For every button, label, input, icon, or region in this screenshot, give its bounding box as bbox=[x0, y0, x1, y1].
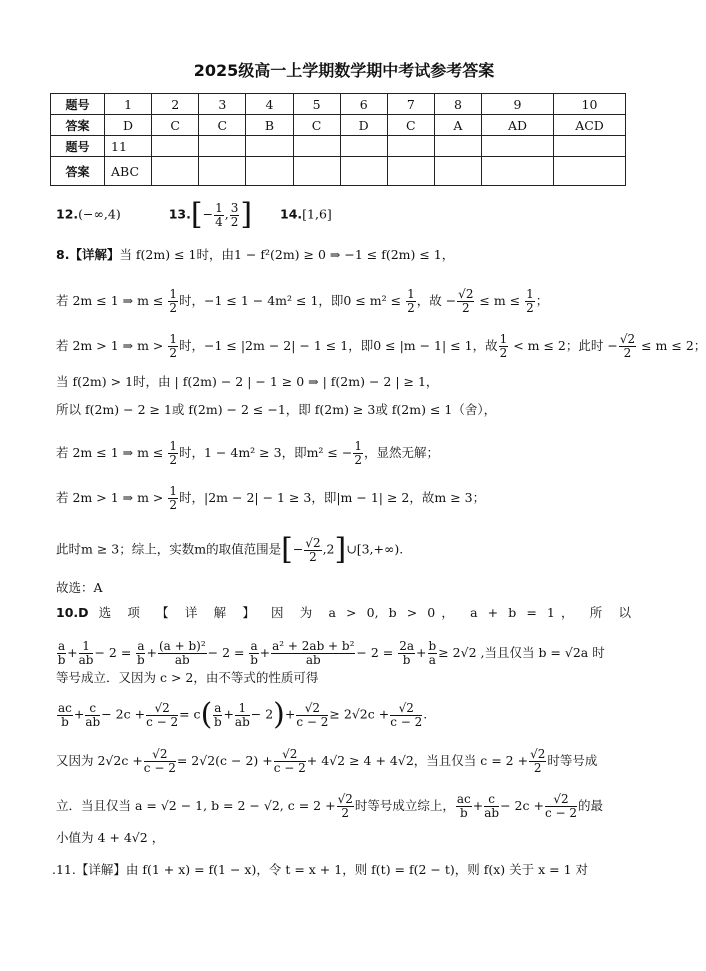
fraction bbox=[499, 333, 509, 360]
empty-cell bbox=[554, 136, 626, 157]
denominator: ab bbox=[234, 714, 250, 729]
right-bracket-icon: ] bbox=[240, 197, 253, 232]
answer-cell: C bbox=[152, 115, 199, 136]
fraction bbox=[337, 793, 354, 820]
table-header-cell: 题号 bbox=[51, 136, 105, 157]
q12-label: 12. bbox=[56, 206, 79, 222]
numerator: a bbox=[58, 639, 66, 653]
denominator: b bbox=[57, 653, 66, 667]
math-text: 时等号成 bbox=[547, 753, 598, 768]
math-text: 时，−1 ≤ 1 − 4m² ≤ 1，即0 ≤ m² ≤ bbox=[179, 293, 406, 308]
empty-cell bbox=[340, 157, 387, 186]
question-number-cell: 1 bbox=[105, 94, 152, 115]
empty-cell bbox=[387, 136, 434, 157]
answer-cell: ACD bbox=[554, 115, 626, 136]
numerator: √2 bbox=[545, 793, 577, 807]
answer-cell: B bbox=[246, 115, 293, 136]
numerator: √2 bbox=[530, 747, 546, 761]
math-text: 解 bbox=[213, 605, 233, 620]
right-paren-icon: ) bbox=[273, 697, 285, 732]
answer-cell: AD bbox=[482, 115, 554, 136]
numerator: c bbox=[85, 702, 100, 716]
math-text: + 4√2 ≥ 4 + 4√2，当且仅当 c = 2 + bbox=[306, 753, 529, 768]
math-text: 因 bbox=[271, 605, 290, 620]
q10-line-5 bbox=[56, 748, 597, 775]
fraction bbox=[136, 640, 145, 667]
answer-cell: C bbox=[293, 115, 340, 136]
fraction bbox=[168, 440, 178, 467]
q8-line-3 bbox=[56, 333, 706, 360]
math-text: a + b = 1， bbox=[470, 605, 580, 620]
answer-cell: A bbox=[434, 115, 481, 136]
question-number-cell: 5 bbox=[293, 94, 340, 115]
numerator: 1 bbox=[526, 287, 534, 301]
table-row bbox=[51, 94, 626, 115]
denominator: b bbox=[402, 653, 411, 667]
denominator: ab bbox=[85, 714, 101, 729]
empty-cell bbox=[434, 136, 481, 157]
table-row bbox=[51, 157, 626, 186]
fraction bbox=[146, 702, 178, 729]
fraction bbox=[304, 537, 321, 564]
math-text: 若 2m > 1 ⇒ m > bbox=[56, 490, 168, 505]
q13-fraction-1 bbox=[214, 202, 224, 229]
numerator: √2 bbox=[274, 748, 306, 762]
math-text: 以 bbox=[618, 605, 631, 620]
answer-cell: ABC bbox=[105, 157, 152, 186]
denominator: a bbox=[428, 653, 436, 667]
answer-table bbox=[50, 93, 626, 186]
q10-line-3: 等号成立．又因为 c > 2，由不等式的性质可得 bbox=[56, 670, 319, 685]
numerator: a bbox=[250, 639, 258, 653]
math-text: ≥ 2√2c + bbox=[329, 706, 390, 722]
question-number-cell: 11 bbox=[105, 136, 152, 157]
numerator: ac bbox=[456, 792, 471, 806]
q14-answer: [1,6] bbox=[302, 206, 332, 222]
numerator: b bbox=[428, 639, 437, 653]
denominator: 2 bbox=[169, 498, 177, 512]
numerator: 1 bbox=[169, 332, 177, 346]
fraction bbox=[428, 640, 438, 667]
denominator: 2 bbox=[169, 453, 177, 467]
q8-line-5: 所以 f(2m) − 2 ≥ 1或 f(2m) − 2 ≤ −1，即 f(2m) ≥ 3或 f(2m) ≤ 1（舍）， bbox=[56, 402, 497, 417]
math-text: 若 2m ≤ 1 ⇒ m ≤ bbox=[56, 293, 168, 308]
numerator: (a + b)² bbox=[158, 639, 206, 653]
question-number-cell: 2 bbox=[152, 94, 199, 115]
math-text: 为 bbox=[299, 605, 319, 620]
denominator: 2 bbox=[407, 301, 415, 315]
q10-line-1 bbox=[56, 603, 631, 623]
left-bracket-icon: [ bbox=[190, 197, 203, 232]
denominator: b bbox=[137, 653, 145, 667]
math-text: − bbox=[292, 541, 304, 557]
fraction bbox=[271, 640, 355, 667]
q13-label: 13. bbox=[168, 206, 191, 222]
denominator: 2 bbox=[230, 214, 239, 229]
math-text: ∪[3,+∞). bbox=[346, 541, 404, 557]
math-text: 项 bbox=[127, 605, 146, 620]
answer-cell: D bbox=[340, 115, 387, 136]
denominator: ab bbox=[174, 653, 190, 667]
math-text: ≥ 2√2 ,当且仅当 b = √2a 时 bbox=[438, 645, 605, 660]
denominator: 2 bbox=[341, 806, 350, 820]
q8-line-6 bbox=[56, 440, 439, 467]
denominator: 2 bbox=[623, 346, 632, 360]
q8-line-8 bbox=[56, 532, 404, 567]
empty-cell bbox=[387, 157, 434, 186]
math-text: ，显然无解； bbox=[363, 445, 439, 460]
q12-answer: (−∞,4) bbox=[78, 206, 121, 222]
fill-in-answers bbox=[56, 197, 332, 232]
fraction bbox=[168, 333, 178, 360]
math-text: 又因为 2√2c + bbox=[56, 753, 143, 768]
math-text: 详 bbox=[184, 605, 204, 620]
answer-cell: C bbox=[387, 115, 434, 136]
q10-line-7: 小值为 4 + 4√2 ， bbox=[56, 830, 165, 845]
denominator: c − 2 bbox=[390, 714, 423, 729]
denominator: b bbox=[61, 714, 69, 729]
fraction bbox=[390, 702, 422, 729]
numerator: a bbox=[214, 700, 222, 715]
numerator: √2 bbox=[619, 332, 636, 346]
math-text: 时，−1 ≤ |2m − 2| − 1 ≤ 1，即0 ≤ |m − 1| ≤ 1，故 bbox=[179, 338, 498, 353]
fraction bbox=[484, 793, 499, 820]
denominator: c − 2 bbox=[143, 761, 176, 775]
q13-comma: , bbox=[224, 206, 229, 222]
table-header-cell: 答案 bbox=[51, 115, 105, 136]
math-text: 若 2m ≤ 1 ⇒ m ≤ bbox=[56, 445, 168, 460]
empty-cell bbox=[554, 157, 626, 186]
numerator: 1 bbox=[354, 439, 362, 453]
numerator: √2 bbox=[146, 702, 178, 716]
numerator: 2a bbox=[399, 639, 415, 653]
math-text: 时等号成立综上， bbox=[354, 798, 455, 813]
numerator: √2 bbox=[144, 748, 176, 762]
fraction bbox=[525, 288, 535, 315]
denominator: 2 bbox=[461, 301, 470, 315]
math-text: 时，1 − 4m² ≥ 3，即m² ≤ − bbox=[179, 445, 353, 460]
fraction bbox=[79, 640, 94, 667]
fraction bbox=[406, 288, 416, 315]
denominator: 2 bbox=[526, 301, 534, 315]
denominator: c − 2 bbox=[273, 761, 306, 775]
fraction bbox=[529, 748, 546, 775]
math-text: ,2 bbox=[322, 541, 335, 557]
fraction bbox=[168, 485, 178, 512]
denominator: b bbox=[250, 653, 258, 667]
math-text: 立．当且仅当 a = √2 − 1, b = 2 − √2, c = 2 + bbox=[56, 798, 336, 813]
denominator: 2 bbox=[169, 301, 177, 315]
denominator: c − 2 bbox=[146, 714, 179, 729]
empty-cell bbox=[340, 136, 387, 157]
fraction bbox=[398, 640, 415, 667]
table-header-cell: 答案 bbox=[51, 157, 105, 186]
q10-line-2: $\frac{a}{b}$ + $\frac{1}{ab}$ − 2 = $\frac{a}{b}$ + $\frac{\text{(a + b)²}}{ab}$ − 2 = $\frac{a}{b}$ + $\frac{\text{a² + 2ab + b²}}{ab}$ − 2 = $\frac{2a}{b}$ + $\frac{b}{a}$ ≥ 2√2 ,当且仅当 b = √2a 时 bbox=[57, 639, 605, 667]
denominator: 2 bbox=[309, 549, 317, 564]
table-header-cell: 题号 bbox=[51, 94, 105, 115]
numerator: 1 bbox=[407, 287, 415, 301]
empty-cell bbox=[482, 157, 554, 186]
fraction bbox=[85, 702, 100, 729]
left-paren-icon: ( bbox=[200, 697, 213, 732]
q8-line-4: 当 f(2m) > 1时，由 | f(2m) − 2 | − 1 ≥ 0 ⇒ | f(2m) − 2 | ≥ 1， bbox=[56, 374, 439, 389]
denominator: 2 bbox=[354, 453, 362, 467]
denominator: 4 bbox=[215, 214, 223, 229]
numerator: ac bbox=[58, 700, 72, 715]
empty-cell bbox=[482, 136, 554, 157]
denominator: 2 bbox=[533, 761, 542, 775]
math-text: ≤ m ≤ bbox=[475, 293, 525, 308]
q13-minus: − bbox=[202, 206, 214, 222]
math-text: 【 bbox=[156, 605, 175, 620]
answer-cell: D bbox=[105, 115, 152, 136]
numerator: √2 bbox=[458, 287, 474, 301]
fraction bbox=[158, 640, 207, 667]
left-bracket-icon: [ bbox=[281, 532, 293, 567]
numerator: 1 bbox=[215, 200, 223, 215]
fraction bbox=[213, 702, 222, 729]
q10-line-4: $\frac{ac}{b}$ + $\frac{c}{ab}$ − 2c + $\frac{√2}{c - 2}$ = c( $\frac{a}{b}$ + $\frac{1}{ab}$ − 2)+ $\frac{√2}{c - 2}$ ≥ 2√2c + $\frac{√2}{c - 2}$ . bbox=[58, 697, 428, 732]
denominator: ab bbox=[78, 653, 94, 667]
empty-cell bbox=[199, 136, 246, 157]
numerator: 1 bbox=[169, 439, 177, 453]
q13-fraction-2 bbox=[230, 202, 240, 229]
fraction bbox=[168, 288, 178, 315]
math-text: a > 0, b > 0， bbox=[328, 605, 461, 620]
q8-label: 8.【详解】 bbox=[56, 247, 120, 262]
math-text: ≤ m ≤ 2； bbox=[637, 338, 706, 353]
fraction bbox=[296, 702, 328, 729]
table-row bbox=[51, 115, 626, 136]
numerator: 1 bbox=[499, 332, 508, 346]
denominator: c − 2 bbox=[544, 806, 577, 820]
math-text: = 2√2(c − 2) + bbox=[176, 753, 273, 768]
math-text: 时，|2m − 2| − 1 ≥ 3，即|m − 1| ≥ 2，故m ≥ 3； bbox=[179, 490, 486, 505]
q8-text: 当 f(2m) ≤ 1时，由1 − f²(2m) ≥ 0 ⇒ −1 ≤ f(2m) ≤ 1， bbox=[119, 247, 455, 262]
numerator: √2 bbox=[296, 702, 328, 716]
denominator: ab bbox=[484, 806, 500, 820]
math-text: 选 bbox=[98, 605, 118, 620]
document-title: 2025级高一上学期数学期中考试参考答案 bbox=[193, 61, 495, 80]
q11-line-1: .11.【详解】由 f(1 + x) = f(1 − x)，令 t = x + 1，则 f(t) = f(2 − t)，则 f(x) 关于 x = 1 对 bbox=[52, 862, 589, 877]
q10-line-6: 立．当且仅当 a = √2 − 1, b = 2 − √2, c = 2 + $\frac{√2}{2}$ 时等号成立综上， $\frac{ac}{b}$ + $\frac{c}{ab}$ − 2c + $\frac{√2}{c - 2}$ 的最 bbox=[56, 792, 603, 820]
right-bracket-icon: ] bbox=[334, 532, 347, 567]
denominator: b bbox=[214, 714, 222, 729]
empty-cell bbox=[152, 157, 199, 186]
denominator: b bbox=[459, 806, 468, 820]
question-number-cell: 6 bbox=[340, 94, 387, 115]
fraction bbox=[353, 440, 363, 467]
math-text: 此时m ≥ 3；综上，实数m的取值范围是 bbox=[56, 541, 282, 557]
math-text: < m ≤ 2；此时 − bbox=[509, 338, 618, 353]
fraction bbox=[57, 640, 66, 667]
fraction bbox=[456, 793, 472, 820]
question-number-cell: 8 bbox=[434, 94, 481, 115]
q8-line-9: 故选：A bbox=[56, 580, 103, 595]
math-text: ，故 − bbox=[416, 293, 457, 308]
empty-cell bbox=[199, 157, 246, 186]
numerator: 1 bbox=[79, 640, 94, 654]
numerator: c bbox=[484, 793, 499, 807]
fraction bbox=[274, 748, 306, 775]
math-text: 所 bbox=[589, 605, 609, 620]
fraction bbox=[249, 640, 258, 667]
fraction bbox=[57, 702, 73, 729]
numerator: √2 bbox=[337, 792, 353, 806]
fraction bbox=[619, 333, 636, 360]
answer-cell: C bbox=[199, 115, 246, 136]
question-number-cell: 3 bbox=[199, 94, 246, 115]
math-text: ； bbox=[535, 293, 549, 308]
q10-label: 10.D bbox=[56, 605, 89, 620]
math-text: 若 2m > 1 ⇒ m > bbox=[56, 338, 168, 353]
denominator: 2 bbox=[499, 346, 508, 360]
numerator: 1 bbox=[235, 702, 250, 716]
fraction bbox=[235, 702, 250, 729]
table-row bbox=[51, 136, 626, 157]
q8-line-2 bbox=[56, 288, 548, 315]
q14-label: 14. bbox=[280, 206, 303, 222]
fraction bbox=[545, 793, 577, 820]
empty-cell bbox=[246, 157, 293, 186]
numerator: 1 bbox=[169, 484, 177, 498]
numerator: √2 bbox=[305, 535, 321, 550]
q8-line-1 bbox=[56, 245, 454, 265]
q8-line-7 bbox=[56, 485, 485, 512]
empty-cell bbox=[293, 136, 340, 157]
math-text: 】 bbox=[242, 605, 261, 620]
empty-cell bbox=[152, 136, 199, 157]
question-number-cell: 10 bbox=[554, 94, 626, 115]
question-number-cell: 9 bbox=[482, 94, 554, 115]
fraction bbox=[457, 288, 474, 315]
numerator: √2 bbox=[390, 702, 422, 716]
denominator: ab bbox=[305, 653, 321, 667]
empty-cell bbox=[293, 157, 340, 186]
numerator: 3 bbox=[230, 200, 239, 215]
empty-cell bbox=[434, 157, 481, 186]
question-number-cell: 4 bbox=[246, 94, 293, 115]
math-text: 的最 bbox=[577, 798, 603, 813]
numerator: a² + 2ab + b² bbox=[272, 639, 355, 653]
question-number-cell: 7 bbox=[387, 94, 434, 115]
numerator: a bbox=[137, 639, 145, 653]
fraction bbox=[144, 748, 176, 775]
denominator: c − 2 bbox=[296, 714, 329, 729]
denominator: 2 bbox=[169, 346, 177, 360]
empty-cell bbox=[246, 136, 293, 157]
numerator: 1 bbox=[169, 287, 177, 301]
